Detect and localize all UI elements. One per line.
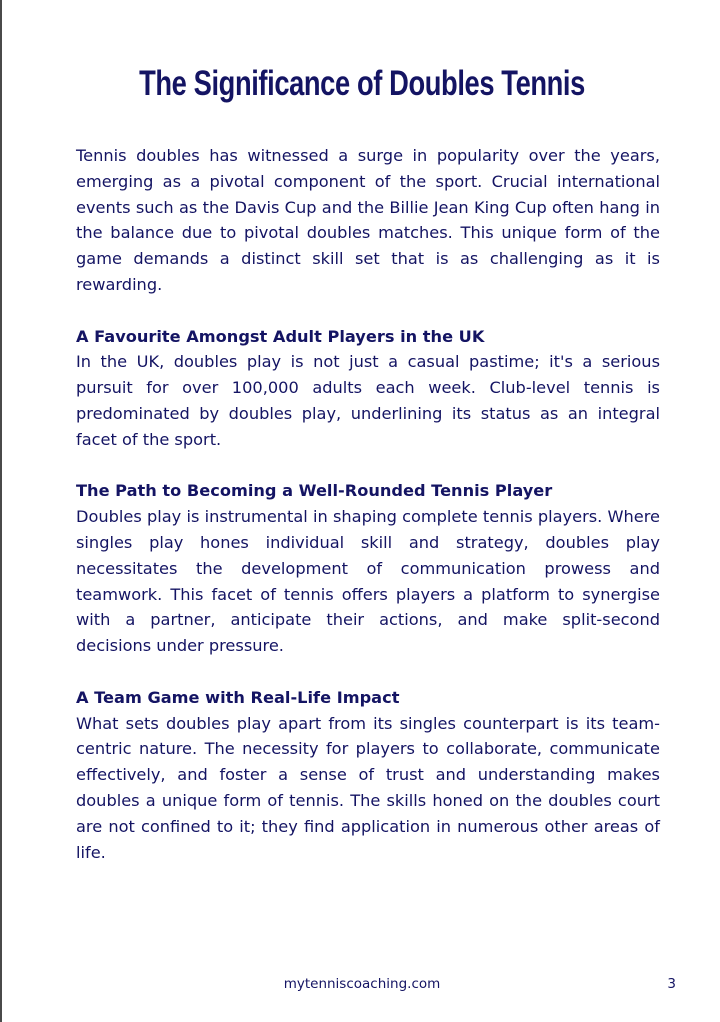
page-content [76, 143, 660, 865]
section-adult-players [76, 324, 660, 453]
page-title: The Significance of Doubles Tennis [139, 64, 585, 103]
section-team-game [76, 685, 660, 866]
section-body: What sets doubles play apart from its singles counterpart is its team-centric nature. The necessity for players to collaborate, communicate effectively, and foster a sense of trust and understanding makes doubles a unique form of tennis. The skills honed on the doubles court are not confined to it; they find application in numerous other areas of life. [76, 713, 660, 862]
section-heading: The Path to Becoming a Well-Rounded Tennis Player [76, 481, 553, 501]
section-heading: A Favourite Amongst Adult Players in the UK [76, 326, 485, 346]
section-heading: A Team Game with Real-Life Impact [76, 687, 400, 707]
section-body: In the UK, doubles play is not just a casual pastime; it's a serious pursuit for over 100,000 adults each week. Club-level tennis is predominated by doubles play, underlining its status as an integral facet of the sport. [76, 352, 660, 449]
footer-website: mytenniscoaching.com [283, 976, 441, 992]
intro-paragraph: Tennis doubles has witnessed a surge in popularity over the years, emerging as a pivotal component of the sport. Crucial international events such as the Davis Cup and the Billie Jean King Cup often hang in the balance due to pivotal doubles matches. This unique form of the game demands a distinct skill set that is as challenging as it is rewarding. [76, 146, 660, 294]
section-well-rounded-player [76, 478, 660, 659]
section-body: Doubles play is instrumental in shaping complete tennis players. Where singles play hones individual skill and strategy, doubles play necessitates the development of communication prowess and teamwork. This facet of tennis offers players a platform to synergise with a partner, anticipate their actions, and make split-second decisions under pressure. [76, 507, 660, 656]
page-number: 3 [667, 976, 676, 992]
